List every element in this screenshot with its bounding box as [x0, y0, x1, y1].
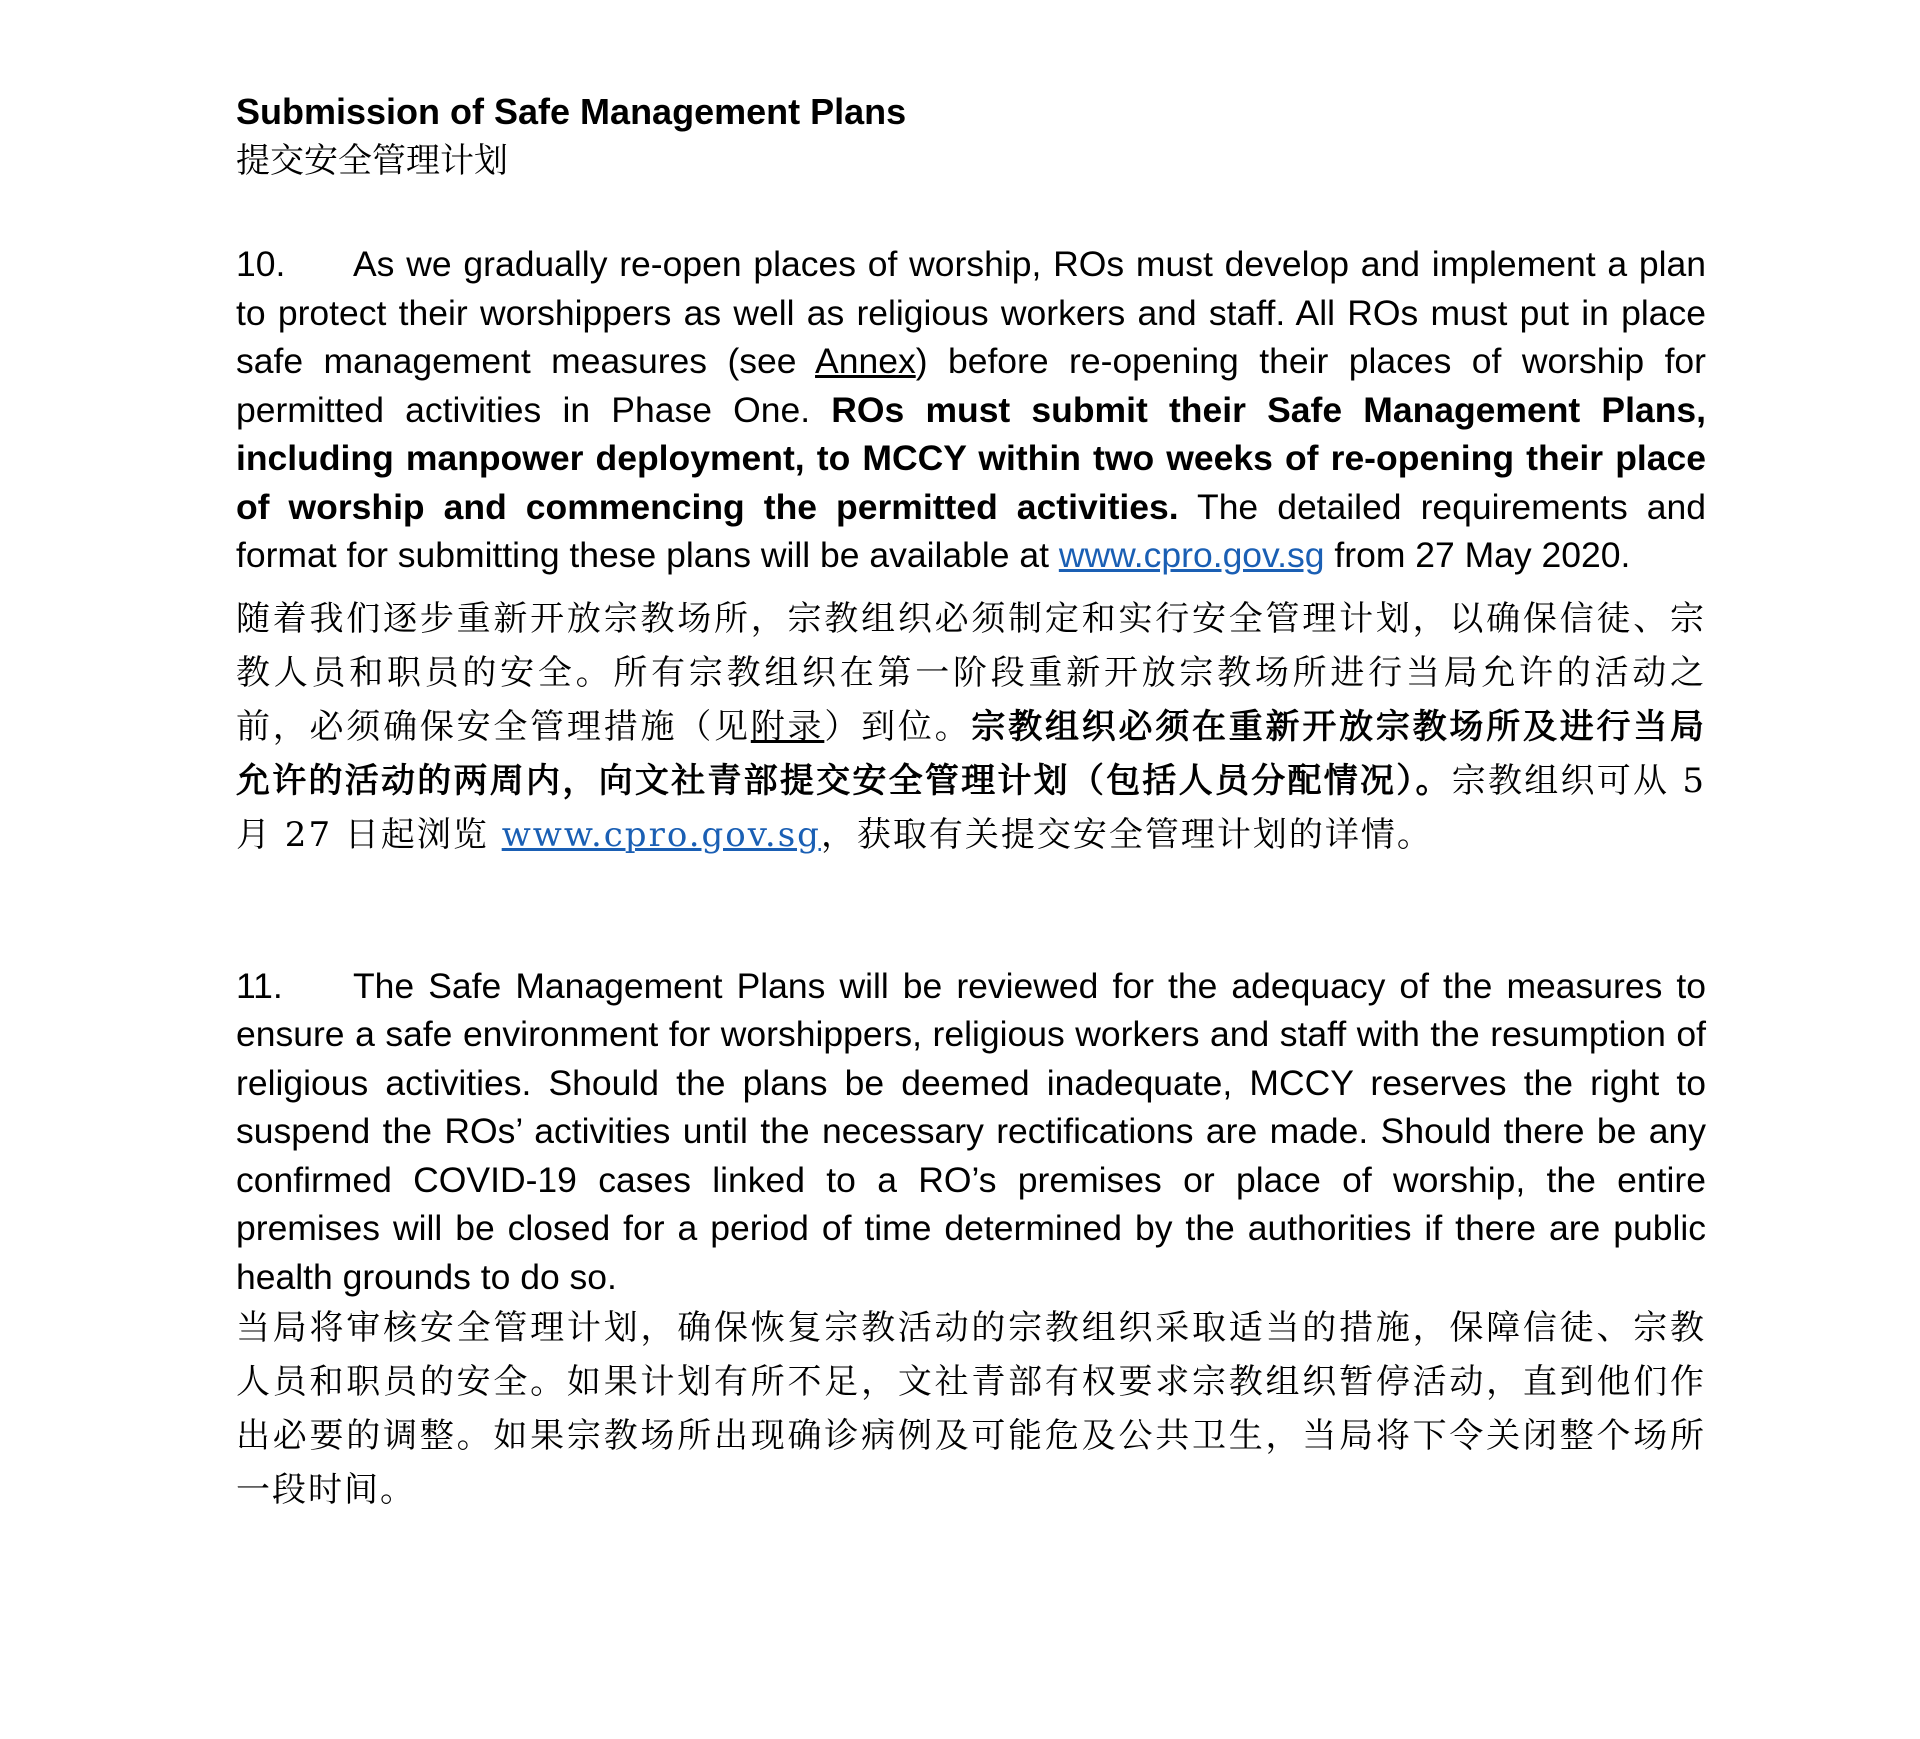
paragraph-11-zh: 当局将审核安全管理计划，确保恢复宗教活动的宗教组织采取适当的措施，保障信徒、宗教人员和职员的安全。如果计划有所不足，文社青部有权要求宗教组织暂停活动，直到他们作出必要的调整。如果宗教场所出现确诊病例及可能危及公共卫生，当局将下令关闭整个场所一段时间。	[236, 1308, 1706, 1510]
cpro-url-link-zh[interactable]: www.cpro.gov.sg	[501, 814, 821, 855]
paragraph-10-zh-text-4: ，获取有关提交安全管理计划的详情。	[820, 814, 1433, 855]
document-page	[236, 88, 1706, 1517]
paragraph-10-number: 10.	[236, 244, 286, 284]
paragraph-10-zh-text-1: 随着我们逐步重新开放宗教场所，宗教组织必须制定和实行安全管理计划，以确保信徒、宗教人员和职员的安全。所有宗教组织在第一阶段重新开放宗教场所进行当局允许的活动之前，必须确保安全管理措施（见	[236, 598, 1706, 747]
paragraph-10-en	[236, 240, 1706, 580]
paragraph-10-zh-text-3: 宗教组织可从 5 月 27 日起浏览	[236, 760, 1706, 855]
paragraph-10-text-2: ) before re-opening their places of worship for permitted activities in Phase One.	[236, 341, 1707, 430]
paragraph-11-en	[236, 962, 1706, 1302]
paragraph-11-text: The Safe Management Plans will be reviewed for the adequacy of the measures to ensure a safe environment for worshippers, religious workers and staff with the resumption of religious activities. Should the plans be deemed inadequate, MCCY reserves the right to suspend the ROs’ activities until the necessary rectifications are made. Should there be any confirmed COVID-19 cases linked to a RO’s premises or place of worship, the entire premises will be closed for a period of time determined by the authorities if there are public health grounds to do so.	[236, 965, 1706, 1297]
paragraph-spacer	[236, 862, 1706, 962]
section-heading-en: Submission of Safe Management Plans	[236, 91, 907, 132]
paragraph-10-text-1: As we gradually re-open places of worship, ROs must develop and implement a plan to protect their worshippers as well as religious workers and staff. All ROs must put in place safe management measures (see	[236, 244, 1706, 381]
paragraph-10-text-3: The detailed requirements and format for submitting these plans will be available at	[236, 486, 1707, 575]
section-heading-zh: 提交安全管理计划	[236, 141, 508, 181]
paragraph-10-text-4: from 27 May 2020.	[1324, 535, 1631, 575]
cpro-url-link[interactable]: www.cpro.gov.sg	[1058, 535, 1325, 575]
annex-link-zh[interactable]: 附录	[750, 706, 825, 747]
paragraph-10-zh	[236, 592, 1706, 862]
annex-link[interactable]: Annex	[815, 341, 916, 381]
paragraph-10-zh-bold-text: 宗教组织必须在重新开放宗教场所及进行当局允许的活动的两周内，向文社青部提交安全管理计划（包括人员分配情况）。	[236, 706, 1707, 801]
paragraph-11-number: 11.	[236, 965, 283, 1006]
paragraph-10-zh-text-2: ）到位。	[824, 706, 972, 747]
paragraph-10-bold-text: ROs must submit their Safe Management Plans, including manpower deployment, to MCCY within two weeks of re-opening their place of worship and commencing the permitted activities.	[236, 389, 1707, 527]
